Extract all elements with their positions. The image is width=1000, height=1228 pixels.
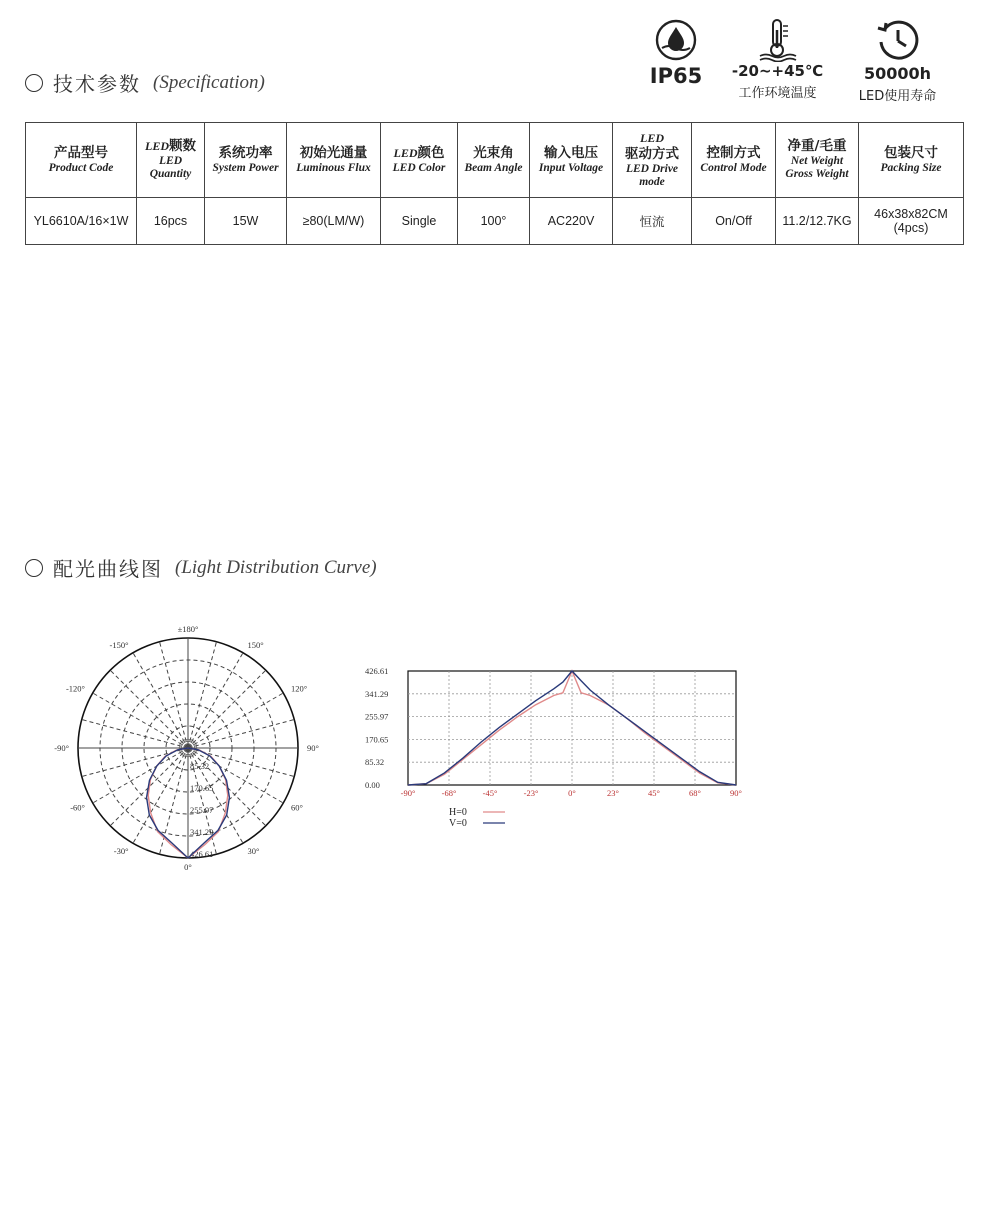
polar-grid-spoke <box>133 653 188 748</box>
x-tick-label: 45° <box>648 788 660 798</box>
spec-title-en: (Specification) <box>153 71 265 93</box>
cell-color: Single <box>381 198 458 245</box>
y-tick-label: 255.97 <box>365 711 389 722</box>
curve-title-en: (Light Distribution Curve) <box>175 556 377 578</box>
header-packing-size: 包装尺寸 Packing Size <box>859 123 964 198</box>
polar-grid-spoke <box>93 748 188 803</box>
polar-angle-label: -30° <box>113 846 129 857</box>
polar-grid-spoke <box>160 642 188 748</box>
y-tick-label: 85.32 <box>365 757 385 768</box>
x-tick-label: 68° <box>689 788 701 798</box>
polar-grid-spoke <box>188 748 283 803</box>
polar-distribution-chart <box>40 620 330 875</box>
curve-section-title <box>25 553 377 582</box>
polar-angle-label: -60° <box>70 802 85 813</box>
polar-angle-label: 0° <box>184 862 192 872</box>
cell-drive: 恒流 <box>613 198 692 245</box>
cell-quantity: 16pcs <box>137 198 205 245</box>
curve-title-cn: 配光曲线图 <box>53 557 163 581</box>
cell-control: On/Off <box>692 198 776 245</box>
table-header-row <box>26 123 964 198</box>
polar-grid-spoke <box>93 693 188 748</box>
polar-grid-spoke <box>188 642 216 748</box>
polar-grid-spoke <box>188 693 283 748</box>
cell-voltage: AC220V <box>530 198 613 245</box>
header-luminous-flux: 初始光通量 Luminous Flux <box>287 123 381 198</box>
thermometer-icon <box>756 18 800 62</box>
y-tick-label: 341.29 <box>365 688 389 699</box>
polar-angle-label: -120° <box>65 683 85 694</box>
polar-radial-label: 85.32 <box>190 761 210 771</box>
header-weight: 净重/毛重 Net Weight Gross Weight <box>776 123 859 198</box>
polar-grid-spoke <box>82 720 188 748</box>
header-input-voltage: 输入电压 Input Voltage <box>530 123 613 198</box>
polar-angle-label: 30° <box>247 846 260 857</box>
polar-angle-label: 60° <box>291 802 303 813</box>
polar-angle-label: -90° <box>54 743 69 753</box>
polar-grid-spoke <box>188 653 243 748</box>
spec-title-cn: 技术参数 <box>53 72 141 96</box>
polar-grid-spoke <box>188 670 266 748</box>
cell-beam-angle: 100° <box>458 198 530 245</box>
y-tick-label: 170.65 <box>365 734 389 745</box>
spec-section-title <box>25 68 265 97</box>
polar-radial-label: 341.29 <box>190 827 214 837</box>
ip-rating-text: IP65 <box>649 64 703 88</box>
x-tick-label: -45° <box>482 788 498 798</box>
cell-packing: 46x38x82CM (4pcs) <box>859 198 964 245</box>
ip-rating-badge <box>630 18 722 87</box>
cell-weight: 11.2/12.7KG <box>776 198 859 245</box>
legend-label: V=0 <box>449 818 467 829</box>
lifetime-badge <box>845 18 950 104</box>
header-product-code: 产品型号 Product Code <box>26 123 137 198</box>
circle-bullet-icon <box>25 74 43 92</box>
header-led-color: LED颜色 LED Color <box>381 123 458 198</box>
x-tick-label: 90° <box>730 788 742 798</box>
cell-flux: ≥80(LM/W) <box>287 198 381 245</box>
water-drop-icon <box>654 18 698 62</box>
temperature-range: -20~+45℃ <box>731 62 824 80</box>
x-tick-label: -90° <box>400 788 416 798</box>
header-system-power: 系统功率 System Power <box>205 123 287 198</box>
temperature-caption: 工作环境温度 <box>738 86 817 101</box>
header-beam-angle: 光束角 Beam Angle <box>458 123 530 198</box>
polar-grid-spoke <box>188 720 294 748</box>
header-control-mode: 控制方式 Control Mode <box>692 123 776 198</box>
feature-badges <box>630 18 960 108</box>
polar-angle-label: 150° <box>247 639 264 650</box>
x-tick-label: 23° <box>607 788 619 798</box>
header-drive-mode: LED 驱动方式 LED Drive mode <box>613 123 692 198</box>
polar-angle-label: 120° <box>291 683 308 694</box>
x-tick-label: -68° <box>441 788 457 798</box>
polar-radial-label: 255.97 <box>190 805 214 815</box>
y-tick-label: 426.61 <box>365 666 389 676</box>
circle-bullet-icon <box>25 559 43 577</box>
table-row <box>26 198 964 245</box>
polar-angle-label: -150° <box>109 639 129 650</box>
linear-distribution-chart <box>355 660 755 840</box>
lifetime-caption: LED使用寿命 <box>858 89 937 104</box>
polar-grid-spoke <box>110 670 188 748</box>
x-tick-label: 0° <box>568 788 576 798</box>
cell-product-code: YL6610A/16×1W <box>26 198 137 245</box>
cell-power: 15W <box>205 198 287 245</box>
polar-angle-label: 90° <box>307 743 319 753</box>
polar-radial-label: 426.61 <box>190 849 214 859</box>
lifetime-hours: 50000h <box>863 64 932 83</box>
y-tick-label: 0.00 <box>365 780 380 790</box>
header-led-quantity: LED颗数 LED Quantity <box>137 123 205 198</box>
temperature-badge <box>725 18 830 101</box>
clock-icon <box>876 18 920 62</box>
polar-angle-label: ±180° <box>177 624 199 634</box>
spec-table <box>25 122 964 245</box>
x-tick-label: -23° <box>523 788 539 798</box>
legend-label: H=0 <box>449 807 467 818</box>
polar-radial-label: 170.65 <box>190 783 214 793</box>
